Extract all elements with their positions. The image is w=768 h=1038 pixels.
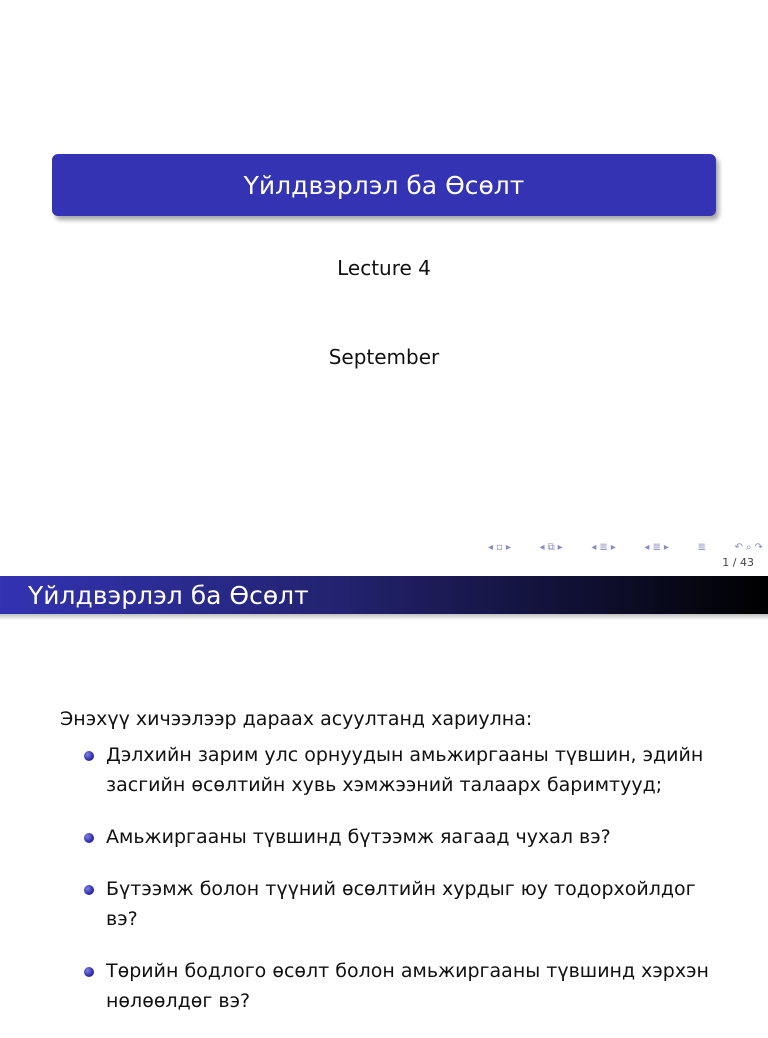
frame-title-bar bbox=[0, 576, 768, 614]
bullet-icon bbox=[84, 833, 94, 843]
list-item bbox=[60, 874, 720, 934]
nav-next-icon[interactable]: ▸ bbox=[610, 541, 616, 553]
subsection-icon[interactable]: ⧉ bbox=[547, 541, 555, 553]
page-number: 1 / 43 bbox=[722, 556, 754, 569]
bullet-text: Бүтээмж болон түүний өсөлтийн хурдыг юу тодорхойлдог вэ? bbox=[106, 878, 696, 930]
frame-title-shadow bbox=[0, 614, 768, 620]
bullet-list bbox=[60, 740, 720, 1038]
section-nav bbox=[591, 542, 615, 553]
nav-prev-icon[interactable]: ◂ bbox=[644, 541, 650, 553]
forward-icon[interactable]: ↷ bbox=[754, 541, 763, 553]
nav-next-icon[interactable]: ▸ bbox=[505, 541, 511, 553]
bullet-icon bbox=[84, 751, 94, 761]
presentation-title: Үйлдвэрлэл ба Өсөлт bbox=[243, 170, 525, 200]
nav-prev-icon[interactable]: ◂ bbox=[591, 541, 597, 553]
date-label: September bbox=[328, 345, 440, 369]
nav-prev-icon[interactable]: ◂ bbox=[539, 541, 545, 553]
bullet-text: Амьжиргааны түвшинд бүтээмж яагаад чухал вэ? bbox=[106, 826, 611, 848]
align-icon[interactable]: ≣ bbox=[697, 541, 706, 553]
search-icon[interactable]: ⌕ bbox=[745, 541, 752, 553]
nav-next-icon[interactable]: ▸ bbox=[557, 541, 563, 553]
nav-prev-icon[interactable]: ◂ bbox=[488, 541, 494, 553]
bullet-icon bbox=[84, 885, 94, 895]
section-icon[interactable]: ≣ bbox=[599, 541, 608, 553]
doc-nav bbox=[698, 542, 706, 553]
list-item bbox=[60, 740, 720, 800]
title-box bbox=[52, 154, 716, 216]
frame-nav bbox=[488, 542, 511, 553]
bullet-text: Дэлхийн зарим улс орнуудын амьжиргааны түвшин, эдийн засгийн өсөлтийн хувь хэмжээний талаарх баримтууд; bbox=[106, 744, 704, 796]
lecture-label: Lecture 4 bbox=[337, 256, 431, 280]
list-item bbox=[60, 956, 720, 1016]
frame-icon[interactable]: ▫ bbox=[496, 541, 503, 553]
part-nav bbox=[644, 542, 668, 553]
subsection-nav bbox=[539, 542, 562, 553]
intro-text: Энэхүү хичээлээр дараах асуултанд хариулна: bbox=[60, 708, 533, 730]
section-icon[interactable]: ≣ bbox=[652, 541, 661, 553]
bullet-icon bbox=[84, 967, 94, 977]
list-item bbox=[60, 822, 720, 852]
bullet-text: Төрийн бодлого өсөлт болон амьжиргааны түвшинд хэрхэн нөлөөлдөг вэ? bbox=[106, 960, 709, 1012]
search-nav bbox=[735, 542, 763, 553]
beamer-navigation bbox=[488, 540, 763, 554]
content-slide bbox=[0, 576, 768, 1024]
nav-next-icon[interactable]: ▸ bbox=[663, 541, 669, 553]
frame-title: Үйлдвэрлэл ба Өсөлт bbox=[28, 580, 309, 610]
back-icon[interactable]: ↶ bbox=[734, 541, 743, 553]
